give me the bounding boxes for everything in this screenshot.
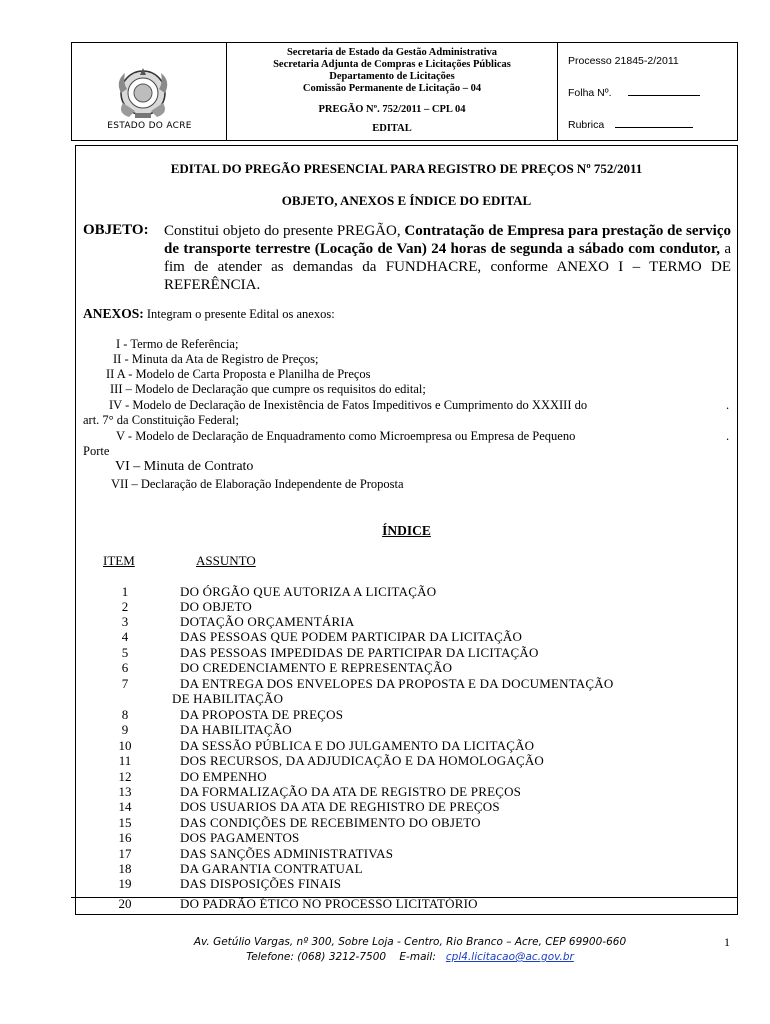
index-item-number: 20	[118, 896, 132, 911]
index-item-subject: DAS PESSOAS IMPEDIDAS DE PARTICIPAR DA LICITAÇÃO	[180, 645, 539, 660]
org-line: Secretaria Adjunta de Compras e Licitações Públicas	[273, 59, 511, 70]
index-item-number: 13	[118, 784, 132, 799]
index-col-assunto: ASSUNTO	[196, 553, 256, 568]
anexos-intro: Integram o presente Edital os anexos:	[146, 307, 335, 321]
index-item-number: 4	[121, 629, 129, 644]
folha-label: Folha Nº.	[568, 87, 612, 99]
seal-caption: ESTADO DO ACRE	[107, 121, 192, 131]
index-item-subject: DO ÓRGÃO QUE AUTORIZA A LICITAÇÃO	[180, 584, 437, 599]
anexo-item: II - Minuta da Ata de Registro de Preços;	[113, 352, 319, 366]
folha-blank-line	[628, 95, 700, 96]
objeto-description: Contratação de Empresa para prestação de serviço de transporte terrestre (Locação de Van) 24 horas de segunda a sábado com condutor,	[164, 223, 731, 257]
index-item-subject: DAS CONDIÇÕES DE RECEBIMENTO DO OBJETO	[180, 815, 481, 830]
footer-contact	[150, 951, 670, 963]
org-line: Secretaria de Estado da Gestão Administrativa	[286, 47, 498, 58]
index-item-number: 16	[118, 830, 132, 845]
index-item-number: 14	[118, 799, 132, 814]
index-item-number: 19	[118, 876, 132, 891]
anexo-item-continued: art. 7° da Constituição Federal;	[83, 413, 239, 427]
footer-address: Av. Getúlio Vargas, nº 300, Sobre Loja - Centro, Rio Branco – Acre, CEP 69900-660	[193, 936, 627, 948]
org-line: Departamento de Licitações	[329, 71, 455, 82]
index-item-subject: DOTAÇÃO ORÇAMENTÁRIA	[180, 614, 355, 629]
rubrica-field	[568, 119, 693, 131]
anexos-heading	[83, 306, 335, 322]
index-item-number: 10	[118, 738, 132, 753]
index-item-subject: DA GARANTIA CONTRATUAL	[180, 861, 363, 876]
anexo-dot: .	[726, 429, 730, 443]
objeto-text	[164, 222, 731, 294]
rubrica-label: Rubrica	[568, 119, 605, 131]
state-seal-icon	[113, 63, 173, 123]
index-item-number: 12	[118, 769, 132, 784]
index-item-subject: DOS USUARIOS DA ATA DE REGHISTRO DE PREÇOS	[180, 799, 500, 814]
index-item-number: 5	[121, 645, 129, 660]
header-process-info	[558, 43, 737, 140]
objeto-label: OBJETO:	[83, 222, 149, 238]
pregao-number: PREGÃO Nº. 752/2011 – CPL 04	[318, 104, 466, 115]
index-item-number: 6	[121, 660, 129, 675]
org-line: Comissão Permanente de Licitação – 04	[302, 83, 482, 94]
header-logo-cell	[72, 43, 227, 140]
anexo-item: I - Termo de Referência;	[116, 337, 239, 351]
index-item-number: 9	[121, 722, 129, 737]
index-item-subject: DO CREDENCIAMENTO E REPRESENTAÇÃO	[180, 660, 453, 675]
index-item-number: 2	[121, 599, 129, 614]
index-item-number: 8	[121, 707, 129, 722]
rubrica-blank-line	[615, 127, 693, 128]
anexos-label: ANEXOS:	[83, 306, 144, 321]
footer-email-label: E-mail:	[399, 951, 436, 963]
index-item-subject: DO EMPENHO	[180, 769, 267, 784]
objeto-intro: Constitui objeto do presente PREGÃO,	[164, 223, 401, 239]
anexo-item: II A - Modelo de Carta Proposta e Planilha de Preços	[106, 367, 371, 381]
index-item-number: 1	[121, 584, 129, 599]
folha-field	[568, 87, 700, 99]
index-item-subject: DOS PAGAMENTOS	[180, 830, 300, 845]
index-item-subject: DOS RECURSOS, DA ADJUDICAÇÃO E DA HOMOLOGAÇÃO	[180, 753, 545, 768]
index-item-number: 7	[121, 676, 129, 691]
process-number: Processo 21845-2/2011	[568, 55, 679, 67]
index-item-subject: DO OBJETO	[180, 599, 252, 614]
anexo-item: VI – Minuta de Contrato	[115, 459, 254, 474]
footer-phone: Telefone: (068) 3212-7500	[246, 951, 387, 963]
index-item-number: 3	[121, 614, 129, 629]
page-number: 1	[724, 935, 730, 949]
index-item-subject: DA ENTREGA DOS ENVELOPES DA PROPOSTA E DA DOCUMENTAÇÃO	[180, 676, 614, 691]
document-subtitle: OBJETO, ANEXOS E ÍNDICE DO EDITAL	[281, 193, 532, 208]
anexo-dot: .	[726, 398, 730, 412]
edital-label: EDITAL	[372, 123, 412, 134]
header-organization	[227, 43, 558, 140]
index-item-subject: DAS DISPOSIÇÕES FINAIS	[180, 876, 342, 891]
objeto-rest: a fim de atender as demandas da FUNDHACRE, conforme ANEXO I – TERMO DE REFERÊNCIA.	[164, 241, 731, 293]
index-item-number: 11	[118, 753, 132, 768]
index-item-subject: DE HABILITAÇÃO	[172, 691, 284, 706]
index-item-subject: DA SESSÃO PÚBLICA E DO JULGAMENTO DA LICITAÇÃO	[180, 738, 535, 753]
footer-email-link[interactable]: cpl4.licitacao@ac.gov.br	[445, 951, 574, 963]
index-item-subject: DA FORMALIZAÇÃO DA ATA DE REGISTRO DE PREÇOS	[180, 784, 522, 799]
index-item-number: 18	[118, 861, 132, 876]
index-col-item: ITEM	[103, 553, 135, 568]
anexo-item-continued: Porte	[83, 444, 110, 458]
anexo-item: V - Modelo de Declaração de Enquadramento como Microempresa ou Empresa de Pequeno	[116, 429, 576, 443]
document-title: EDITAL DO PREGÃO PRESENCIAL PARA REGISTRO DE PREÇOS Nº 752/2011	[170, 161, 643, 176]
index-item-subject: DA HABILITAÇÃO	[180, 722, 292, 737]
index-item-number: 17	[118, 846, 132, 861]
document-header	[71, 42, 738, 141]
index-item-subject: DAS PESSOAS QUE PODEM PARTICIPAR DA LICITAÇÃO	[180, 629, 523, 644]
anexo-item: IV - Modelo de Declaração de Inexistência de Fatos Impeditivos e Cumprimento do XXXIII do	[109, 398, 588, 412]
anexo-item: III – Modelo de Declaração que cumpre os requisitos do edital;	[110, 382, 426, 396]
index-title: ÍNDICE	[382, 523, 431, 538]
index-item-subject: DO PADRÃO ÉTICO NO PROCESSO LICITATÓRIO	[180, 896, 478, 911]
index-item-subject: DAS SANÇÕES ADMINISTRATIVAS	[180, 846, 394, 861]
index-item-number: 15	[118, 815, 132, 830]
index-item-subject: DA PROPOSTA DE PREÇOS	[180, 707, 344, 722]
anexo-item: VII – Declaração de Elaboração Independente de Proposta	[111, 477, 404, 491]
